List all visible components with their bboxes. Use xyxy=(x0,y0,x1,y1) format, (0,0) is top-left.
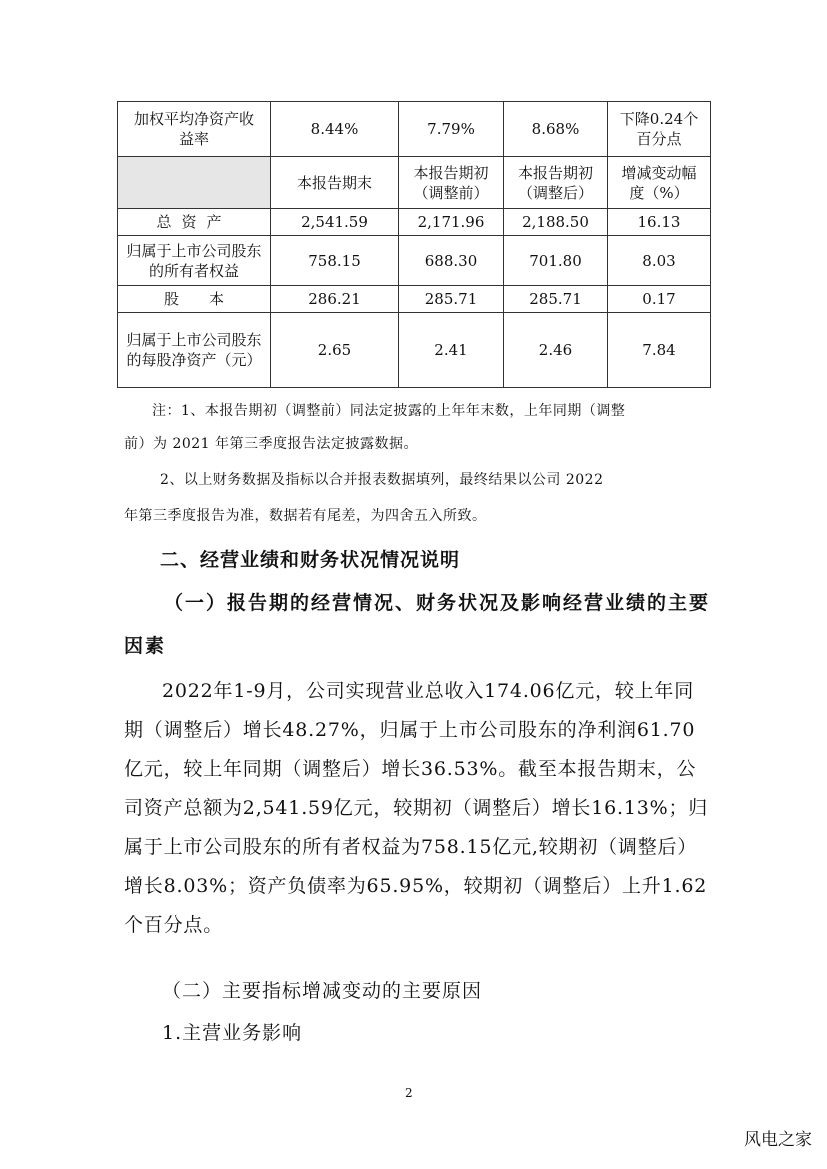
table-cell: 16.13 xyxy=(608,209,711,236)
row-label: 股本 xyxy=(118,286,271,313)
table-note-1-line-1: 注：1、本报告期初（调整前）同法定披露的上年年末数，上年同期（调整 xyxy=(152,403,626,419)
table-cell: 2.65 xyxy=(271,313,399,388)
table-cell: 285.71 xyxy=(504,286,608,313)
table-cell: 8.44% xyxy=(271,102,399,157)
table-row xyxy=(118,313,711,388)
table-cell: 8.68% xyxy=(504,102,608,157)
table-cell: 285.71 xyxy=(399,286,504,313)
table-cell: 688.30 xyxy=(399,236,504,286)
subsection-heading-line-1: （一）报告期的经营情况、财务状况及影响经营业绩的主要 xyxy=(164,592,711,614)
table-cell: 2,171.96 xyxy=(399,209,504,236)
table-row xyxy=(118,102,711,157)
list-item: 1.主营业务影响 xyxy=(162,1022,303,1044)
table-cell: 2.46 xyxy=(504,313,608,388)
paragraph-line: 司资产总额为2,541.59亿元，较期初（调整后）增长16.13%；归 xyxy=(124,797,709,819)
table-note-2-line-2: 年第三季度报告为准，数据若有尾差，为四舍五入所致。 xyxy=(124,508,487,524)
financial-indicators-table xyxy=(117,101,711,388)
paragraph-line: 亿元，较上年同期（调整后）增长36.53%。截至本报告期末，公 xyxy=(124,758,697,780)
paragraph-line: 个百分点。 xyxy=(124,914,224,936)
column-header: 增减变动幅度（%） xyxy=(608,157,711,209)
table-cell: 0.17 xyxy=(608,286,711,313)
column-header: 本报告期初（调整后） xyxy=(504,157,608,209)
subsection-heading-line-2: 因素 xyxy=(124,635,167,657)
table-cell: 2,541.59 xyxy=(271,209,399,236)
table-cell: 701.80 xyxy=(504,236,608,286)
table-cell: 2,188.50 xyxy=(504,209,608,236)
paragraph-line: 增长8.03%；资产负债率为65.95%，较期初（调整后）上升1.62 xyxy=(124,875,708,897)
paragraph-line: 属于上市公司股东的所有者权益为758.15亿元,较期初（调整后） xyxy=(124,836,698,858)
table-cell: 7.79% xyxy=(399,102,504,157)
table-cell: 8.03 xyxy=(608,236,711,286)
table-cell: 7.84 xyxy=(608,313,711,388)
table-cell: 758.15 xyxy=(271,236,399,286)
table-row xyxy=(118,236,711,286)
row-label: 加权平均净资产收益率 xyxy=(118,102,271,157)
table-note-1-line-2: 前）为 2021 年第三季度报告法定披露数据。 xyxy=(124,436,419,452)
row-label: 归属于上市公司股东的所有者权益 xyxy=(118,236,271,286)
page-number: 2 xyxy=(405,1086,413,1100)
paragraph-line: 2022年1-9月，公司实现营业总收入174.06亿元，较上年同 xyxy=(162,680,695,702)
row-label: 归属于上市公司股东的每股净资产（元） xyxy=(118,313,271,388)
table-cell: 286.21 xyxy=(271,286,399,313)
subsection-heading-2: （二）主要指标增减变动的主要原因 xyxy=(162,980,483,1002)
column-header: 本报告期末 xyxy=(271,157,399,209)
table-row xyxy=(118,286,711,313)
row-label: 总资产 xyxy=(118,209,271,236)
watermark: 风电之家 xyxy=(744,1130,812,1150)
paragraph-line: 期（调整后）增长48.27%，归属于上市公司股东的净利润61.70 xyxy=(124,719,696,741)
row-label xyxy=(118,157,271,209)
table-header-row xyxy=(118,157,711,209)
table-note-2-line-1: 2、以上财务数据及指标以合并报表数据填列，最终结果以公司 2022 xyxy=(160,472,604,488)
section-heading: 二、经营业绩和财务状况情况说明 xyxy=(160,549,461,571)
table-row xyxy=(118,209,711,236)
column-header: 本报告期初（调整前） xyxy=(399,157,504,209)
table-cell: 下降0.24个百分点 xyxy=(608,102,711,157)
table-cell: 2.41 xyxy=(399,313,504,388)
